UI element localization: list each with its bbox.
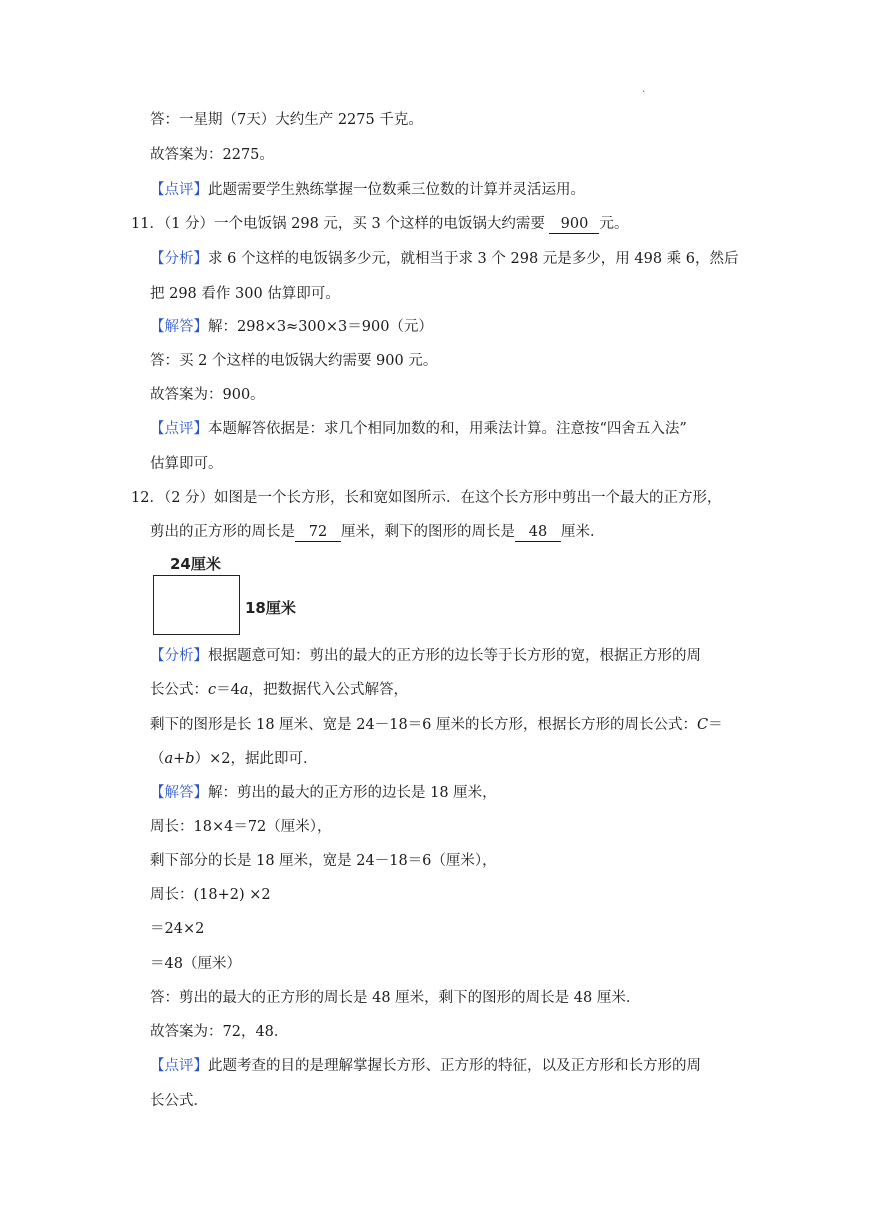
formula-eq: ＝4 <box>216 682 240 698</box>
analysis-text: ＝ <box>708 717 723 733</box>
comment-text: 此题考查的目的是理解掌握长方形、正方形的特征，以及正方形和长方形的周 <box>208 1058 701 1074</box>
figure-length-label: 24厘米 <box>170 555 221 573</box>
analysis-text: 求 6 个这样的电饭锅多少元，就相当于求 3 个 298 元是多少，用 498 乘 6，然后 <box>208 251 739 267</box>
q12-solution-line-3: 剩下部分的长是 18 厘米，宽是 24－18＝6（厘米）， <box>150 853 497 869</box>
solution-tag: 【解答】 <box>150 785 208 801</box>
q12-analysis-line-1 <box>150 646 701 666</box>
analysis-text: 长公式： <box>150 682 208 698</box>
solution-text: 解：298×3≈300×3＝900（元） <box>208 319 433 335</box>
q11-answer-blank: 900 <box>549 216 599 234</box>
analysis-text: ）×2，据此即可． <box>194 751 318 767</box>
solution-text: 解：剪出的最大的正方形的边长是 18 厘米， <box>208 785 497 801</box>
prev-result: 故答案为：2275。 <box>150 147 274 163</box>
formula-var-C: C <box>697 717 709 733</box>
q12-solution-line-6: ＝48（厘米） <box>150 956 241 972</box>
q12-stem-line-2 <box>150 522 605 542</box>
q11-analysis-line-1 <box>150 249 739 269</box>
analysis-text: 根据题意可知：剪出的最大的正方形的边长等于长方形的宽，根据正方形的周 <box>208 648 701 664</box>
q12-analysis-line-4 <box>150 749 317 769</box>
q11-solution <box>150 317 433 337</box>
q12-comment-line-1 <box>150 1056 701 1076</box>
q11-stem-post: 元。 <box>599 216 629 232</box>
analysis-text: ，把数据代入公式解答， <box>248 682 409 698</box>
q12-analysis-line-3 <box>150 715 723 735</box>
q12-analysis-line-2 <box>150 680 408 700</box>
q12-solution-line-5: ＝24×2 <box>150 921 205 937</box>
q12-solution-line-1 <box>150 783 497 803</box>
q11-comment-line-1 <box>150 419 687 439</box>
q11-stem-pre: 11．（1 分）一个电饭锅 298 元，买 3 个这样的电饭锅大约需要 <box>131 216 545 232</box>
prev-answer: 答：一星期（7天）大约生产 2275 千克。 <box>150 112 423 128</box>
comment-tag: 【点评】 <box>150 1058 208 1074</box>
analysis-tag: 【分析】 <box>150 251 208 267</box>
q11-answer: 答：买 2 个这样的电饭锅大约需要 900 元。 <box>150 353 438 369</box>
comment-text: 本题解答依据是：求几个相同加数的和，用乘法计算。注意按“四舍五入法” <box>208 421 687 437</box>
q12-solution-line-4: 周长：(18+2) ×2 <box>150 887 271 903</box>
prev-comment <box>150 180 585 200</box>
q11-comment-line-2: 估算即可。 <box>150 456 223 472</box>
q12-stem-pre: 剪出的正方形的周长是 <box>150 524 295 540</box>
analysis-text: （ <box>150 751 165 767</box>
q12-stem-mid: 厘米，剩下的图形的周长是 <box>341 524 515 540</box>
q12-stem-line-1: 12．（2 分）如图是一个长方形，长和宽如图所示．在这个长方形中剪出一个最大的正方形， <box>131 490 722 506</box>
q12-answer: 答：剪出的最大的正方形的周长是 48 厘米，剩下的图形的周长是 48 厘米． <box>150 990 641 1006</box>
q11-result: 故答案为：900。 <box>150 387 265 403</box>
q12-solution-line-2: 周长：18×4＝72（厘米）， <box>150 819 332 835</box>
formula-var-a: a <box>239 682 249 698</box>
formula-var-c: c <box>208 682 217 698</box>
q12-result: 故答案为：72，48． <box>150 1024 289 1040</box>
comment-text: 此题需要学生熟练掌握一位数乘三位数的计算并灵活运用。 <box>208 182 585 198</box>
analysis-text: 剩下的图形是长 18 厘米、宽是 24－18＝6 厘米的长方形，根据长方形的周长公式： <box>150 717 698 733</box>
page-mark: . <box>642 84 646 95</box>
q12-comment-line-2: 长公式． <box>150 1093 208 1109</box>
figure-width-label: 18厘米 <box>245 599 296 617</box>
analysis-tag: 【分析】 <box>150 648 208 664</box>
q12-answer-blank-2: 48 <box>515 524 561 542</box>
comment-tag: 【点评】 <box>150 182 208 198</box>
rectangle-figure <box>153 575 240 635</box>
q12-stem-post: 厘米． <box>561 524 605 540</box>
q11-analysis-line-2: 把 298 看作 300 估算即可。 <box>150 286 340 302</box>
q11-stem <box>131 214 628 234</box>
formula-var-ab: a+b <box>164 751 195 767</box>
comment-tag: 【点评】 <box>150 421 208 437</box>
q12-answer-blank-1: 72 <box>295 524 341 542</box>
solution-tag: 【解答】 <box>150 319 208 335</box>
